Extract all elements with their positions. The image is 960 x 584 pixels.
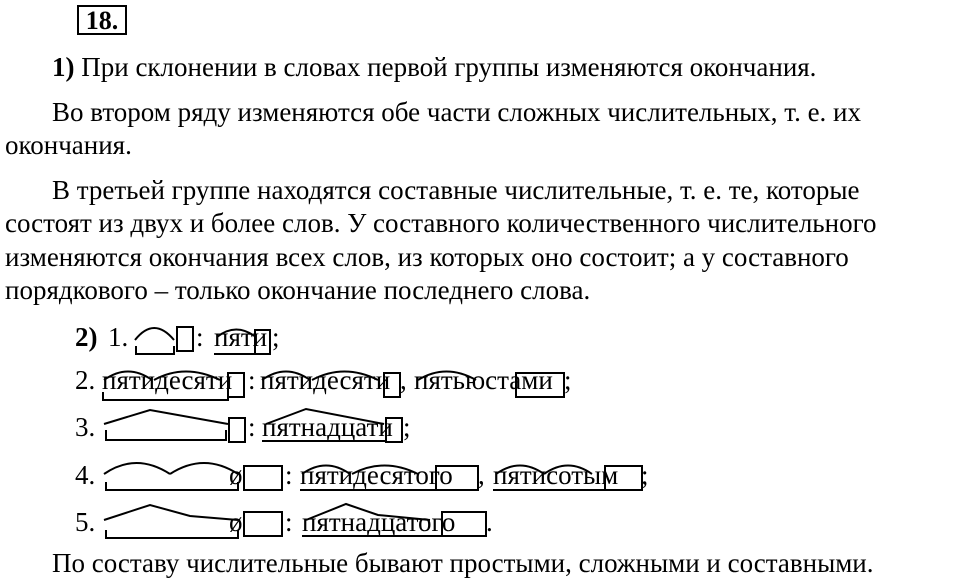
paragraph-2-line-1: Во втором ряду изменяются обе части сложных числительных, т. е. их: [52, 97, 862, 127]
stem-bracket: [136, 346, 174, 354]
row-2-comma: ,: [400, 365, 407, 395]
paragraph-3-line-1: В третьей группе находятся составные числительные, т. е. те, которые: [52, 175, 860, 205]
paragraph-2-line-2: окончания.: [5, 130, 132, 160]
row-4-colon: :: [285, 460, 293, 490]
row-2-word-2: пятидесяти: [260, 365, 391, 395]
row-2-number: 2.: [75, 365, 96, 395]
row-5-number: 5.: [75, 507, 96, 537]
row-4-number: 4.: [75, 460, 96, 490]
row-2-word-1: пятидесяти: [102, 365, 233, 395]
stem-bracket: [106, 530, 238, 538]
row-2-word-3: пятьюстами: [414, 365, 553, 395]
row-5-word: пятнадцатого: [302, 507, 456, 537]
row-4-zero: ø: [229, 460, 243, 490]
part-2-label: 2): [75, 322, 98, 352]
row-4-word-1: пятидесятого: [300, 460, 453, 490]
row-4-word-2: пятисотым: [493, 460, 619, 490]
suffix-angle: [104, 410, 228, 424]
row-5-tail: .: [486, 507, 493, 537]
ending-box: [244, 466, 282, 490]
row-1-tail: ;: [272, 322, 280, 352]
row-1-colon: :: [196, 322, 204, 352]
stem-bracket: [106, 430, 226, 440]
paragraph-3-line-2: состоят из двух и более слов. У составного количественного числительного: [5, 208, 877, 238]
row-1-word: пяти: [214, 322, 268, 352]
row-3-number: 3.: [75, 412, 96, 442]
row-4-comma: ,: [478, 460, 485, 490]
row-1-number: 1.: [108, 322, 129, 352]
row-2-colon: :: [248, 365, 256, 395]
conclusion: По составу числительные бывают простыми, сложными и составными.: [52, 548, 874, 578]
row-3-word: пятнадцати: [262, 412, 393, 442]
row-4-tail: ;: [641, 460, 649, 490]
stem-bracket: [106, 482, 238, 490]
paragraph-1-text: При склонении в словах первой группы изменяются окончания.: [81, 52, 817, 82]
ending-box: [244, 512, 282, 536]
row-5-colon: :: [285, 507, 293, 537]
row-3-tail: ;: [403, 412, 411, 442]
row-3-colon: :: [248, 412, 256, 442]
paragraph-3-line-3: изменяются окончания всех слов, из которых оно состоит; а у составного: [5, 242, 849, 272]
ending-box: [229, 418, 245, 442]
suffix-angle: [104, 505, 238, 520]
root-arc: [170, 463, 238, 474]
ending-box: [177, 327, 193, 351]
part-1-label: 1): [52, 52, 75, 82]
root-arc: [104, 463, 170, 474]
task-number: 18.: [77, 5, 127, 35]
row-2-tail: ;: [564, 365, 572, 395]
paragraph-3-line-4: порядкового – только окончание последнего слова.: [5, 275, 591, 305]
row-5-zero: ø: [229, 507, 243, 537]
root-arc: [135, 328, 174, 340]
paragraph-1: [52, 52, 816, 82]
